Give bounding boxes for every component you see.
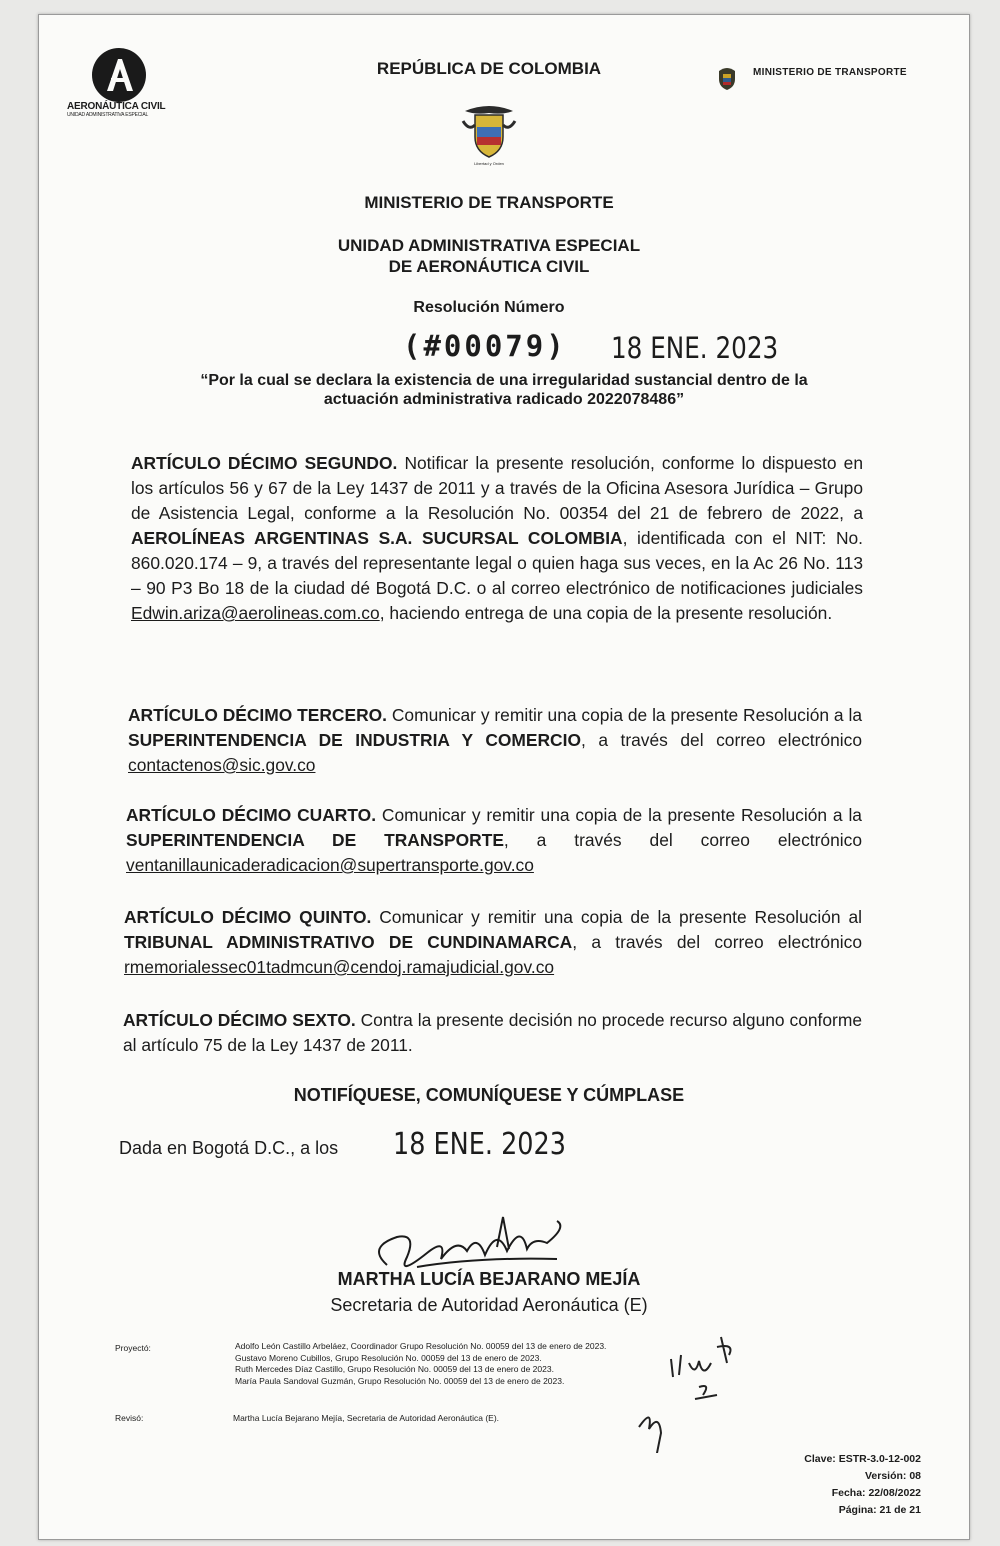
article-16-heading: ARTÍCULO DÉCIMO SEXTO. (123, 1010, 356, 1030)
article-14-email-link[interactable]: ventanillaunicaderadicacion@supertransporte.gov.co (126, 855, 534, 875)
article-14-text: Comunicar y remitir una copia de la presente Resolución a la (376, 805, 862, 825)
ministry-title: MINISTERIO DE TRANSPORTE (364, 193, 614, 212)
article-14-heading: ARTÍCULO DÉCIMO CUARTO. (126, 805, 377, 825)
document-code: Clave: ESTR-3.0-12-002 (804, 1453, 921, 1465)
document-version: Versión: 08 (864, 1470, 921, 1482)
drafter-line: María Paula Sandoval Guzmán, Grupo Resolución No. 00059 del 13 de enero de 2023. (235, 1375, 565, 1386)
resolution-description (139, 371, 869, 409)
issued-in-label: Dada en Bogotá D.C., a los (119, 1138, 339, 1158)
article-12-text: , haciendo entrega de una copia de la presente resolución. (379, 603, 833, 623)
agency-subname: UNIDAD ADMINISTRATIVA ESPECIAL (67, 112, 149, 118)
article-12-text: , identificada con el NIT: No. 860.020.174 – 9, a través del representante legal o quien haga sus veces, en la Ac 26 No. 113 – 90 P3 Bo 18 de la ciudad dé Bogotá D.C. o al correo electrónico de notificaciones judiciales (131, 528, 864, 598)
article-12 (131, 451, 863, 626)
article-15-email-link[interactable]: rmemorialessec01tadmcun@cendoj.ramajudicial.gov.co (124, 957, 555, 977)
description-line1: “Por la cual se declara la existencia de una irregularidad sustancial dentro de la (200, 372, 808, 389)
closing-formula: NOTIFÍQUESE, COMUNÍQUESE Y CÚMPLASE (293, 1085, 685, 1105)
article-15-entity: TRIBUNAL ADMINISTRATIVO DE CUNDINAMARCA (124, 932, 573, 952)
article-16-text: Contra la presente decisión no procede recurso alguno conforme al artículo 75 de la Ley 1437 de 2011. (123, 1010, 862, 1055)
signer-title: Secretaria de Autoridad Aeronáutica (E) (330, 1295, 648, 1315)
resolution-label: Resolución Número (413, 299, 565, 316)
article-12-email-link[interactable]: Edwin.ariza@aerolineas.com.co (131, 603, 380, 623)
article-13-entity: SUPERINTENDENCIA DE INDUSTRIA Y COMERCIO (128, 730, 581, 750)
drafter-line: Gustavo Moreno Cubillos, Grupo Resolución No. 00059 del 13 de enero de 2023. (235, 1352, 542, 1363)
description-line2: actuación administrativa radicado 2022078486” (323, 391, 685, 408)
article-12-heading: ARTÍCULO DÉCIMO SEGUNDO. (131, 453, 398, 473)
article-14 (126, 803, 862, 878)
article-12-entity: AEROLÍNEAS ARGENTINAS S.A. SUCURSAL COLOMBIA (131, 528, 623, 548)
article-13-heading: ARTÍCULO DÉCIMO TERCERO. (128, 705, 387, 725)
agency-name: AERONÁUTICA CIVIL (67, 101, 166, 112)
unit-title-line2: DE AERONÁUTICA CIVIL (388, 257, 590, 276)
colombia-coat-of-arms-icon (459, 101, 519, 161)
article-15-heading: ARTÍCULO DÉCIMO QUINTO. (124, 907, 372, 927)
article-14-entity: SUPERINTENDENCIA DE TRANSPORTE (126, 830, 504, 850)
article-13-email-link[interactable]: contactenos@sic.gov.co (128, 755, 316, 775)
unit-title-line1: UNIDAD ADMINISTRATIVA ESPECIAL (337, 236, 641, 255)
unit-title (39, 235, 939, 277)
article-15-text: Comunicar y remitir una copia de la presente Resolución al (371, 907, 862, 927)
signer-name: MARTHA LUCÍA BEJARANO MEJÍA (337, 1269, 641, 1289)
reviewed-by-line: Martha Lucía Bejarano Mejía, Secretaria de Autoridad Aeronáutica (E). (233, 1413, 500, 1423)
article-13 (128, 703, 862, 778)
document-control-block (759, 1451, 921, 1519)
article-14-text: , a través del correo electrónico (503, 830, 862, 850)
ministry-crest-icon (715, 65, 739, 91)
reviewed-by-label: Revisó: (115, 1413, 144, 1423)
drafter-line: Ruth Mercedes Díaz Castillo, Grupo Resolución No. 00059 del 13 de enero de 2023. (235, 1364, 554, 1374)
drafter-line: Adolfo León Castillo Arbeláez, Coordinador Grupo Resolución No. 00059 del 13 de enero de 2023. (235, 1341, 607, 1351)
republic-heading: REPÚBLICA DE COLOMBIA (376, 59, 602, 78)
page-number: Página: 21 de 21 (838, 1504, 921, 1516)
resolution-number-stamp: (#00079) (403, 329, 567, 363)
resolution-date-stamp: 18 ENE. 2023 (611, 331, 779, 365)
document-page (38, 14, 970, 1540)
handwritten-initials-icon (599, 1333, 739, 1453)
article-13-text: Comunicar y remitir una copia de la presente Resolución a la (387, 705, 862, 725)
article-16 (123, 1008, 862, 1058)
issued-date-stamp: 18 ENE. 2023 (393, 1127, 566, 1162)
crest-motto: Libertad y Orden (474, 161, 504, 166)
drafted-by-label: Proyectó: (115, 1343, 151, 1353)
article-13-text: , a través del correo electrónico (580, 730, 863, 750)
article-15-text: , a través del correo electrónico (572, 932, 863, 952)
article-12-text: Notificar la presente resolución, conforme lo dispuesto en los artículos 56 y 67 de la Ley 1437 de 2011 y a través de la Oficina Asesora Jurídica – Grupo de Asistencia Legal, conforme a la Resolución No. 00354 del 21 de febrero de 2022, a (131, 453, 863, 523)
document-date: Fecha: 22/08/2022 (831, 1487, 921, 1499)
ministry-logo-label: MINISTERIO DE TRANSPORTE (753, 67, 907, 78)
drafted-by-list (235, 1341, 606, 1387)
article-15 (124, 905, 862, 980)
